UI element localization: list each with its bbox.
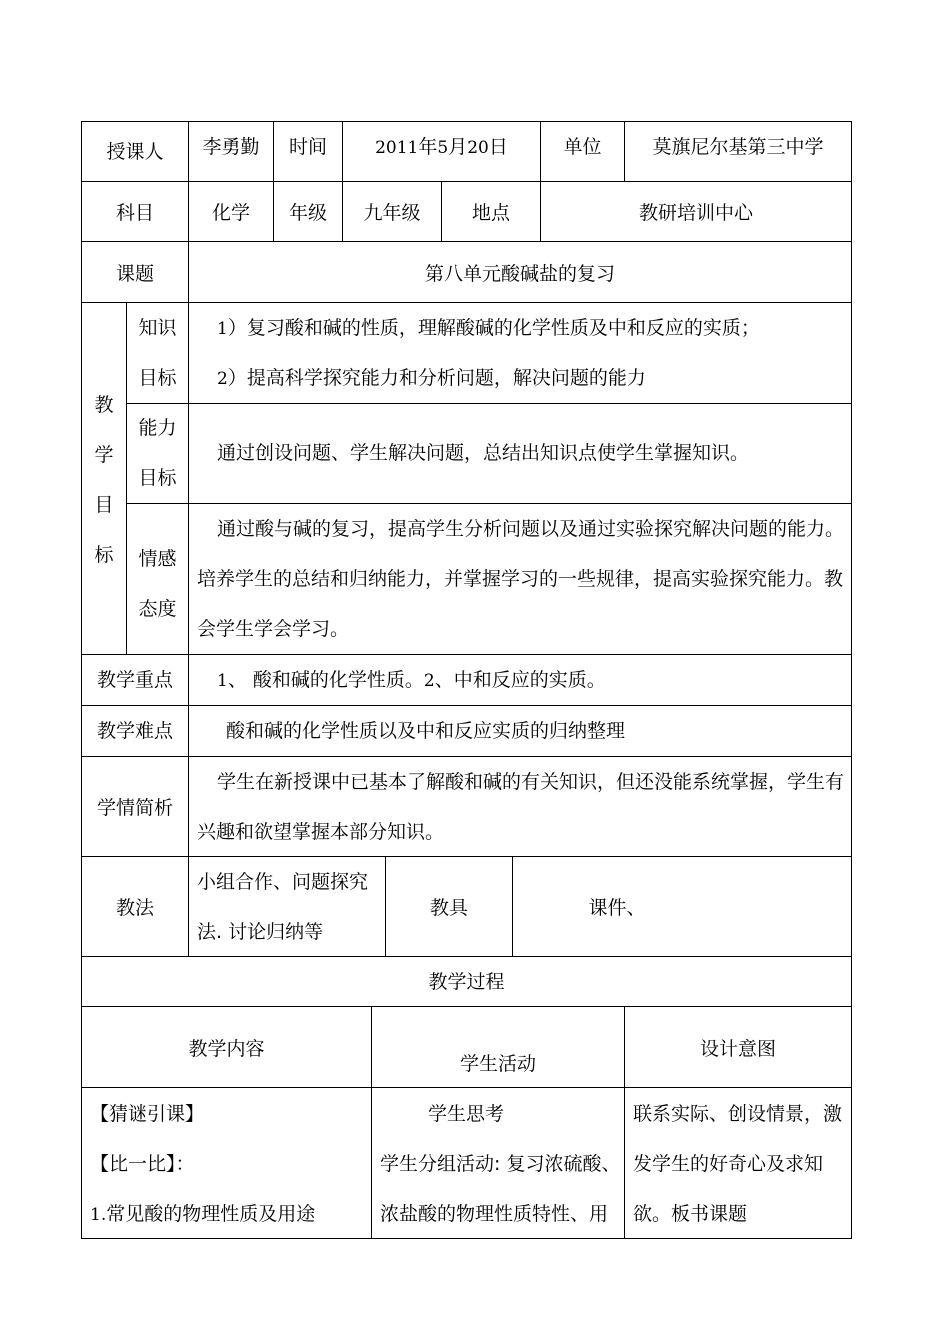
situation-label: 学情简析 xyxy=(96,797,173,819)
content-item-num: 1. xyxy=(90,1205,107,1225)
subject-value: 化学 xyxy=(211,202,250,224)
key-point-text: 、中和反应的实质。 xyxy=(434,669,606,691)
knowledge-label: 目标 xyxy=(138,367,177,389)
content-line: 【比一比】： xyxy=(90,1153,195,1175)
content-line: 【猜谜引课】 xyxy=(90,1103,205,1125)
situation-line: 学生在新授课中已基本了解酸和碱的有关知识，但还没能系统掌握，学生有 xyxy=(217,771,845,793)
emotion-label: 态度 xyxy=(138,598,177,620)
col-line xyxy=(371,1006,372,1238)
topic-label: 课题 xyxy=(115,263,154,285)
location-value: 教研培训中心 xyxy=(638,202,753,224)
column-header-intent: 设计意图 xyxy=(699,1038,776,1060)
emotion-line: 培养学生的总结和归纳能力，并掌握学习的一些规律，提高实验探究能力。教 xyxy=(197,568,844,590)
column-header-content: 教学内容 xyxy=(188,1038,265,1060)
knowledge-line-text: ）提高科学探究能力和分析问题，解决问题的能力 xyxy=(227,367,646,389)
date-year-char: 年 xyxy=(418,136,438,158)
row-line xyxy=(81,956,852,957)
ability-label: 目标 xyxy=(138,467,177,489)
process-title: 教学过程 xyxy=(428,971,505,993)
row-line xyxy=(126,403,852,404)
row-line xyxy=(81,241,852,242)
knowledge-line-text: ）复习酸和碱的性质，理解酸碱的化学性质及中和反应的实质； xyxy=(227,317,760,339)
col-line xyxy=(188,302,189,654)
date-day: 20 xyxy=(467,138,489,158)
intent-line: 欲。板书课题 xyxy=(633,1203,748,1225)
situation-line: 兴趣和欲望掌握本部分知识。 xyxy=(197,821,445,843)
intent-line: 联系实际、创设情景，激 xyxy=(633,1103,843,1125)
row-line xyxy=(81,302,852,303)
activity-line: 学生分组活动: 复习浓硫酸、 xyxy=(380,1153,621,1175)
tools-label: 教具 xyxy=(429,897,468,919)
date-month-char: 月 xyxy=(448,136,468,158)
date-value xyxy=(343,135,540,160)
subject-label: 科目 xyxy=(115,202,154,224)
date-day-char: 日 xyxy=(488,136,508,158)
difficulties-text: 酸和碱的化学性质以及中和反应实质的归纳整理 xyxy=(226,720,626,742)
row-line xyxy=(81,181,852,182)
row-line xyxy=(81,856,852,857)
row-line xyxy=(126,503,852,504)
intent-line: 发学生的好奇心及求知 xyxy=(633,1153,824,1175)
objectives-label-char: 目 xyxy=(94,494,114,516)
row-line xyxy=(81,1087,852,1088)
methods-label: 教法 xyxy=(115,897,154,919)
unit-value: 莫旗尼尔基第三中学 xyxy=(652,136,824,158)
table-border-top xyxy=(81,121,852,122)
table-border-bottom xyxy=(81,1238,852,1239)
activity-line: 浓盐酸的物理性质特性、用 xyxy=(380,1203,609,1225)
difficulties-label: 教学难点 xyxy=(96,720,173,742)
key-points-label: 教学重点 xyxy=(96,669,173,691)
tools-value: 课件、 xyxy=(588,897,646,919)
row-line xyxy=(81,1006,852,1007)
methods-line: 小组合作、问题探究 xyxy=(197,871,369,893)
date-month: 5 xyxy=(437,138,449,158)
emotion-line: 通过酸与碱的复习，提高学生分析问题以及通过实验探究解决问题的能力。 xyxy=(217,518,845,540)
key-point-text: 、 酸和碱的化学性质。 xyxy=(227,669,424,691)
row-line xyxy=(81,705,852,706)
ability-text: 通过创设问题、学生解决问题，总结出知识点使学生掌握知识。 xyxy=(217,442,750,464)
knowledge-line-1 xyxy=(217,316,760,341)
unit-label: 单位 xyxy=(563,136,602,158)
grade-value: 九年级 xyxy=(363,202,421,224)
content-item-text: 常见酸的物理性质及用途 xyxy=(106,1203,316,1225)
key-point-num: 1 xyxy=(217,671,228,691)
grade-label: 年级 xyxy=(288,202,327,224)
row-line xyxy=(81,756,852,757)
column-header-activity: 学生活动 xyxy=(459,1053,536,1075)
methods-line: 法. 讨论归纳等 xyxy=(197,921,324,943)
teacher-label: 授课人 xyxy=(106,141,164,163)
row-line xyxy=(81,654,852,655)
knowledge-line-2 xyxy=(217,366,646,391)
objectives-label-char: 标 xyxy=(94,544,114,566)
knowledge-label: 知识 xyxy=(138,317,177,339)
knowledge-line-num: 1 xyxy=(217,319,228,339)
table-border-right xyxy=(851,121,852,1239)
activity-line: 学生思考 xyxy=(428,1103,505,1125)
location-label: 地点 xyxy=(471,202,510,224)
col-line xyxy=(188,654,189,956)
knowledge-line-num: 2 xyxy=(217,369,228,389)
objectives-label-char: 学 xyxy=(94,444,114,466)
emotion-line: 会学生学会学习。 xyxy=(197,618,350,640)
ability-label: 能力 xyxy=(138,417,177,439)
emotion-label: 情感 xyxy=(138,548,177,570)
date-year: 2011 xyxy=(375,138,419,158)
objectives-label-char: 教 xyxy=(94,394,114,416)
key-point-num: 2 xyxy=(423,671,435,691)
time-label: 时间 xyxy=(288,136,327,158)
topic-value: 第八单元酸碱盐的复习 xyxy=(424,263,615,285)
content-item xyxy=(90,1202,315,1227)
key-points-text xyxy=(217,668,606,693)
teacher-name: 李勇勤 xyxy=(202,136,260,158)
